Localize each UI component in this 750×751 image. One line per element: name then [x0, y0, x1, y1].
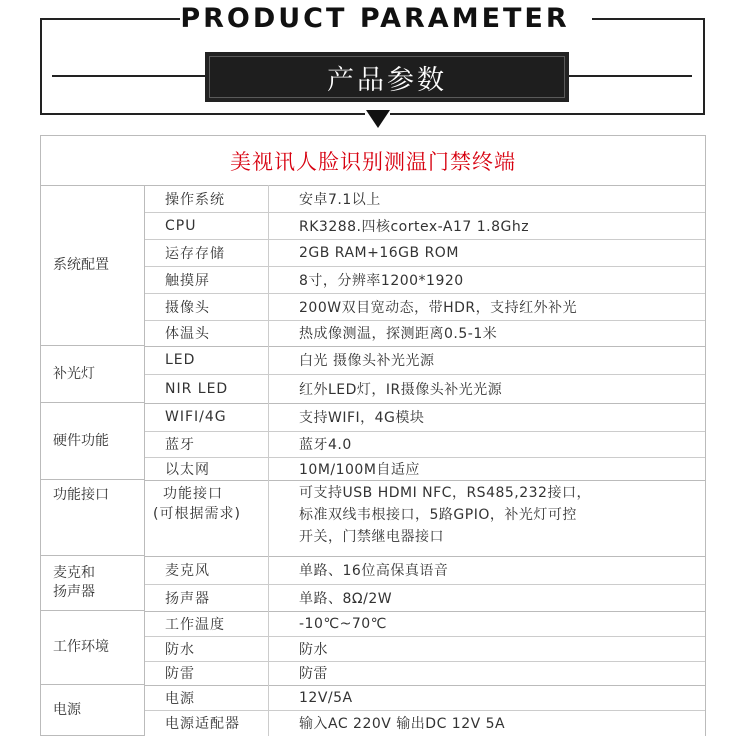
row-key: 扬声器 — [145, 584, 269, 611]
category-audio — [41, 556, 145, 611]
parameter-table — [40, 135, 706, 736]
header-left-border — [40, 18, 42, 114]
row-key: 电源适配器 — [145, 710, 269, 736]
header-mid-line-left — [52, 75, 205, 77]
row-value: 安卓7.1以上 — [299, 191, 381, 208]
row-key: 体温头 — [145, 320, 269, 346]
table-row — [145, 710, 705, 736]
category-power: 电源 — [41, 685, 145, 736]
row-key: 摄像头 — [145, 293, 269, 320]
row-key: 电源 — [145, 685, 269, 710]
table-row — [145, 457, 705, 481]
row-key: 麦克风 — [145, 556, 269, 584]
row-key: 防水 — [145, 636, 269, 661]
row-key: LED — [145, 346, 269, 374]
row-value: 支持WIFI，4G模块 — [299, 410, 425, 426]
row-value: 8寸，分辨率1200*1920 — [299, 272, 464, 289]
row-key: 以太网 — [145, 457, 269, 480]
row-value-line3: 开关，门禁继电器接口 — [299, 529, 444, 545]
row-value-line2: 标准双线韦根接口，5路GPIO，补光灯可控 — [299, 507, 577, 523]
row-key: 运存存储 — [145, 239, 269, 266]
category-interface: 功能接口 — [41, 480, 145, 556]
row-key: NIR LED — [145, 374, 269, 403]
table-row — [145, 480, 705, 557]
row-key: WIFI/4G — [145, 403, 269, 431]
table-row — [145, 320, 705, 347]
row-key: 蓝牙 — [145, 431, 269, 457]
table-row — [145, 611, 705, 637]
row-key — [145, 480, 269, 556]
row-value: 防雷 — [299, 666, 328, 682]
category-hardware: 硬件功能 — [41, 403, 145, 480]
header-bottom-line-right — [390, 113, 705, 115]
row-value: 蓝牙4.0 — [299, 437, 352, 453]
row-key-line1: 功能接口 — [163, 486, 223, 502]
row-key: 操作系统 — [145, 185, 269, 212]
down-arrow-icon — [366, 110, 390, 128]
table-row — [145, 636, 705, 662]
table-row — [145, 266, 705, 294]
row-value: 200W双目宽动态，带HDR，支持红外补光 — [299, 299, 578, 316]
row-value: 单路、16位高保真语音 — [299, 563, 449, 579]
category-audio-line1: 麦克和 — [53, 565, 95, 581]
table-row — [145, 556, 705, 585]
table-row — [145, 212, 705, 240]
header-right-border — [703, 18, 705, 114]
row-key: CPU — [145, 212, 269, 239]
table-row — [145, 431, 705, 458]
category-light: 补光灯 — [41, 346, 145, 403]
row-value-line1: 可支持USB HDMI NFC，RS485,232接口， — [299, 485, 591, 501]
table-row — [145, 346, 705, 375]
table-row — [145, 584, 705, 612]
row-key: 防雷 — [145, 661, 269, 685]
row-key: 触摸屏 — [145, 266, 269, 293]
category-system: 系统配置 — [41, 185, 145, 346]
header-bottom-line-left — [40, 113, 365, 115]
table-row — [145, 403, 705, 432]
row-key: 工作温度 — [145, 611, 269, 636]
table-row — [145, 685, 705, 711]
row-value: 2GB RAM+16GB ROM — [299, 244, 459, 261]
header-top-line-right — [592, 18, 705, 20]
table-row — [145, 293, 705, 321]
table-row — [145, 661, 705, 686]
row-value: 白光 摄像头补光光源 — [299, 353, 435, 369]
header-mid-line-right — [569, 75, 692, 77]
header-title-box — [205, 52, 569, 102]
table-row — [145, 374, 705, 404]
row-value: 热成像测温，探测距离0.5-1米 — [299, 326, 498, 342]
row-value: 红外LED灯，IR摄像头补光光源 — [299, 381, 503, 398]
row-value: -10℃~70℃ — [299, 615, 387, 632]
row-value — [269, 480, 705, 556]
row-value: RK3288.四核cortex-A17 1.8Ghz — [299, 218, 530, 235]
row-value: 12V/5A — [299, 689, 353, 706]
row-value: 输入AC 220V 输出DC 12V 5A — [299, 716, 506, 732]
header-title-cn: 产品参数 — [209, 56, 565, 98]
table-row — [145, 185, 705, 213]
category-audio-line2: 扬声器 — [53, 584, 95, 600]
row-value: 10M/100M自适应 — [299, 461, 420, 478]
header-top-line-left — [40, 18, 180, 20]
table-row — [145, 239, 705, 267]
row-value: 单路、8Ω/2W — [299, 590, 393, 607]
category-env: 工作环境 — [41, 611, 145, 685]
row-key-line2: (可根据需求) — [153, 506, 241, 522]
header-title-en: PRODUCT PARAMETER — [180, 3, 570, 34]
row-value: 防水 — [299, 641, 328, 658]
table-title: 美视讯人脸识别测温门禁终端 — [41, 136, 705, 186]
